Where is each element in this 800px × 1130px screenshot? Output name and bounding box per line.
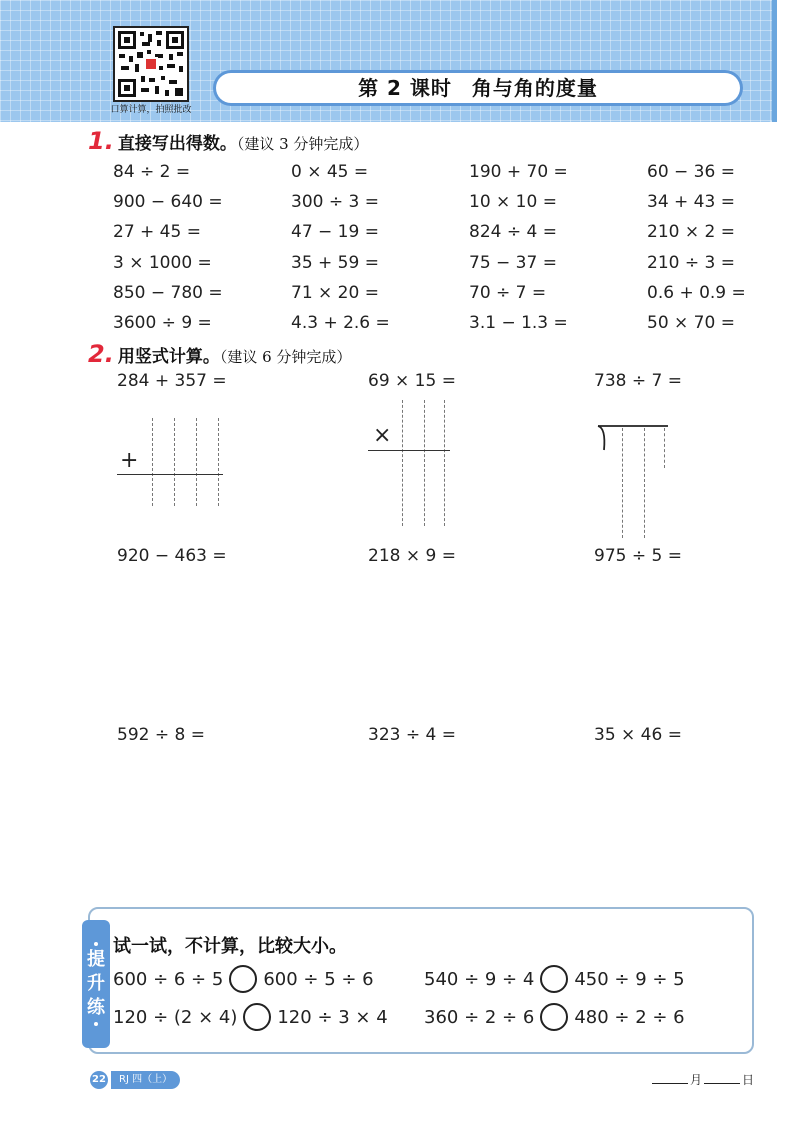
page-number: 22 <box>90 1071 108 1089</box>
lesson-number: 第 2 课时 <box>358 76 452 100</box>
guide-line <box>218 418 219 506</box>
mental-math-item: 0 × 45 = <box>291 162 369 182</box>
guide-line <box>174 418 175 506</box>
mental-math-item: 60 − 36 = <box>647 162 735 182</box>
comparison-right: 120 ÷ 3 × 4 <box>277 1006 388 1028</box>
vertical-calc-item: 592 ÷ 8 = <box>117 725 205 745</box>
comparison-right: 480 ÷ 2 ÷ 6 <box>574 1006 685 1028</box>
tab-dot <box>94 942 98 946</box>
vertical-calc-item: 284 + 357 = <box>117 371 227 391</box>
guide-line <box>424 400 425 526</box>
section-2-hint: （建议 6 分钟完成） <box>219 348 352 366</box>
times-sign: × <box>373 423 392 448</box>
section-2-heading <box>88 340 351 368</box>
section-1-title: 直接写出得数。 <box>117 134 237 154</box>
guide-line <box>644 428 645 538</box>
plus-sign: + <box>120 448 139 473</box>
mental-math-item: 70 ÷ 7 = <box>469 282 547 303</box>
mental-math-item: 0.6 + 0.9 = <box>647 282 746 303</box>
vertical-calc-item: 69 × 15 = <box>368 371 456 391</box>
mental-math-item: 34 + 43 = <box>647 192 735 213</box>
day-blank[interactable] <box>704 1083 740 1084</box>
guide-line <box>622 428 623 538</box>
vertical-calc-item: 218 × 9 = <box>368 546 456 566</box>
mental-math-item: 210 × 2 = <box>647 222 735 243</box>
vertical-calc-item: 323 ÷ 4 = <box>368 725 456 745</box>
lesson-title <box>216 73 740 103</box>
comparison-item <box>113 965 374 993</box>
vertical-calc-item: 35 × 46 = <box>594 725 682 745</box>
sum-line <box>117 474 223 475</box>
tab-char: 升 <box>87 973 105 994</box>
mental-math-item: 47 − 19 = <box>291 222 379 243</box>
division-bracket <box>590 420 680 540</box>
answer-circle[interactable] <box>540 965 568 993</box>
extension-title: 试一试，不计算，比较大小。 <box>113 936 347 957</box>
product-line <box>368 450 450 451</box>
guide-line <box>196 418 197 506</box>
section-2-number: 2. <box>88 340 114 368</box>
answer-circle[interactable] <box>540 1003 568 1031</box>
guide-line <box>402 400 403 526</box>
comparison-item <box>113 1003 388 1031</box>
mental-math-grid <box>113 157 773 338</box>
lesson-topic: 角与角的度量 <box>471 76 598 100</box>
guide-line <box>152 418 153 506</box>
mental-math-item: 3.1 − 1.3 = <box>469 312 568 333</box>
tab-dot <box>94 1022 98 1026</box>
comparison-left: 360 ÷ 2 ÷ 6 <box>424 1006 535 1028</box>
header-band-edge <box>772 0 777 122</box>
mental-math-item: 4.3 + 2.6 = <box>291 312 390 333</box>
guide-line <box>444 400 445 526</box>
mental-math-item: 900 − 640 = <box>113 192 223 213</box>
guide-line <box>664 428 665 468</box>
month-label: 月 <box>690 1073 703 1087</box>
mental-math-item: 84 ÷ 2 = <box>113 162 191 182</box>
mental-math-item: 824 ÷ 4 = <box>469 222 557 243</box>
section-1-hint: （建议 3 分钟完成） <box>236 135 369 153</box>
comparison-item <box>424 965 685 993</box>
edition-label: RJ 四（上） <box>111 1071 180 1089</box>
mental-math-item: 3 × 1000 = <box>113 252 212 273</box>
mental-math-item: 75 − 37 = <box>469 252 557 273</box>
extension-tab <box>82 920 110 1048</box>
mental-math-item: 300 ÷ 3 = <box>291 192 379 213</box>
answer-circle[interactable] <box>243 1003 271 1031</box>
date-fill-in <box>650 1071 754 1088</box>
mental-math-item: 190 + 70 = <box>469 162 568 182</box>
comparison-right: 450 ÷ 9 ÷ 5 <box>574 968 685 990</box>
mental-math-item: 3600 ÷ 9 = <box>113 312 212 333</box>
qr-code <box>113 26 189 102</box>
comparison-left: 600 ÷ 6 ÷ 5 <box>113 968 224 990</box>
vertical-calc-item: 738 ÷ 7 = <box>594 371 682 391</box>
month-blank[interactable] <box>652 1083 688 1084</box>
answer-circle[interactable] <box>229 965 257 993</box>
qr-caption: 口算计算，拍照批改 <box>110 105 192 115</box>
tab-char: 练 <box>87 997 105 1018</box>
mental-math-item: 35 + 59 = <box>291 252 379 273</box>
vertical-calc-item: 975 ÷ 5 = <box>594 546 682 566</box>
day-label: 日 <box>742 1073 755 1087</box>
comparison-item <box>424 1003 685 1031</box>
tab-char: 提 <box>87 949 105 970</box>
section-2-title: 用竖式计算。 <box>117 347 220 367</box>
comparison-right: 600 ÷ 5 ÷ 6 <box>263 968 374 990</box>
comparison-left: 540 ÷ 9 ÷ 4 <box>424 968 535 990</box>
section-1-heading <box>88 127 368 155</box>
mental-math-item: 10 × 10 = <box>469 192 557 213</box>
mental-math-item: 27 + 45 = <box>113 222 201 243</box>
vertical-calc-item: 920 − 463 = <box>117 546 227 566</box>
mental-math-item: 71 × 20 = <box>291 282 379 303</box>
mental-math-item: 50 × 70 = <box>647 312 735 333</box>
mental-math-item: 850 − 780 = <box>113 282 223 303</box>
section-1-number: 1. <box>88 127 114 155</box>
comparison-left: 120 ÷ (2 × 4) <box>113 1006 238 1028</box>
mental-math-item: 210 ÷ 3 = <box>647 252 735 273</box>
